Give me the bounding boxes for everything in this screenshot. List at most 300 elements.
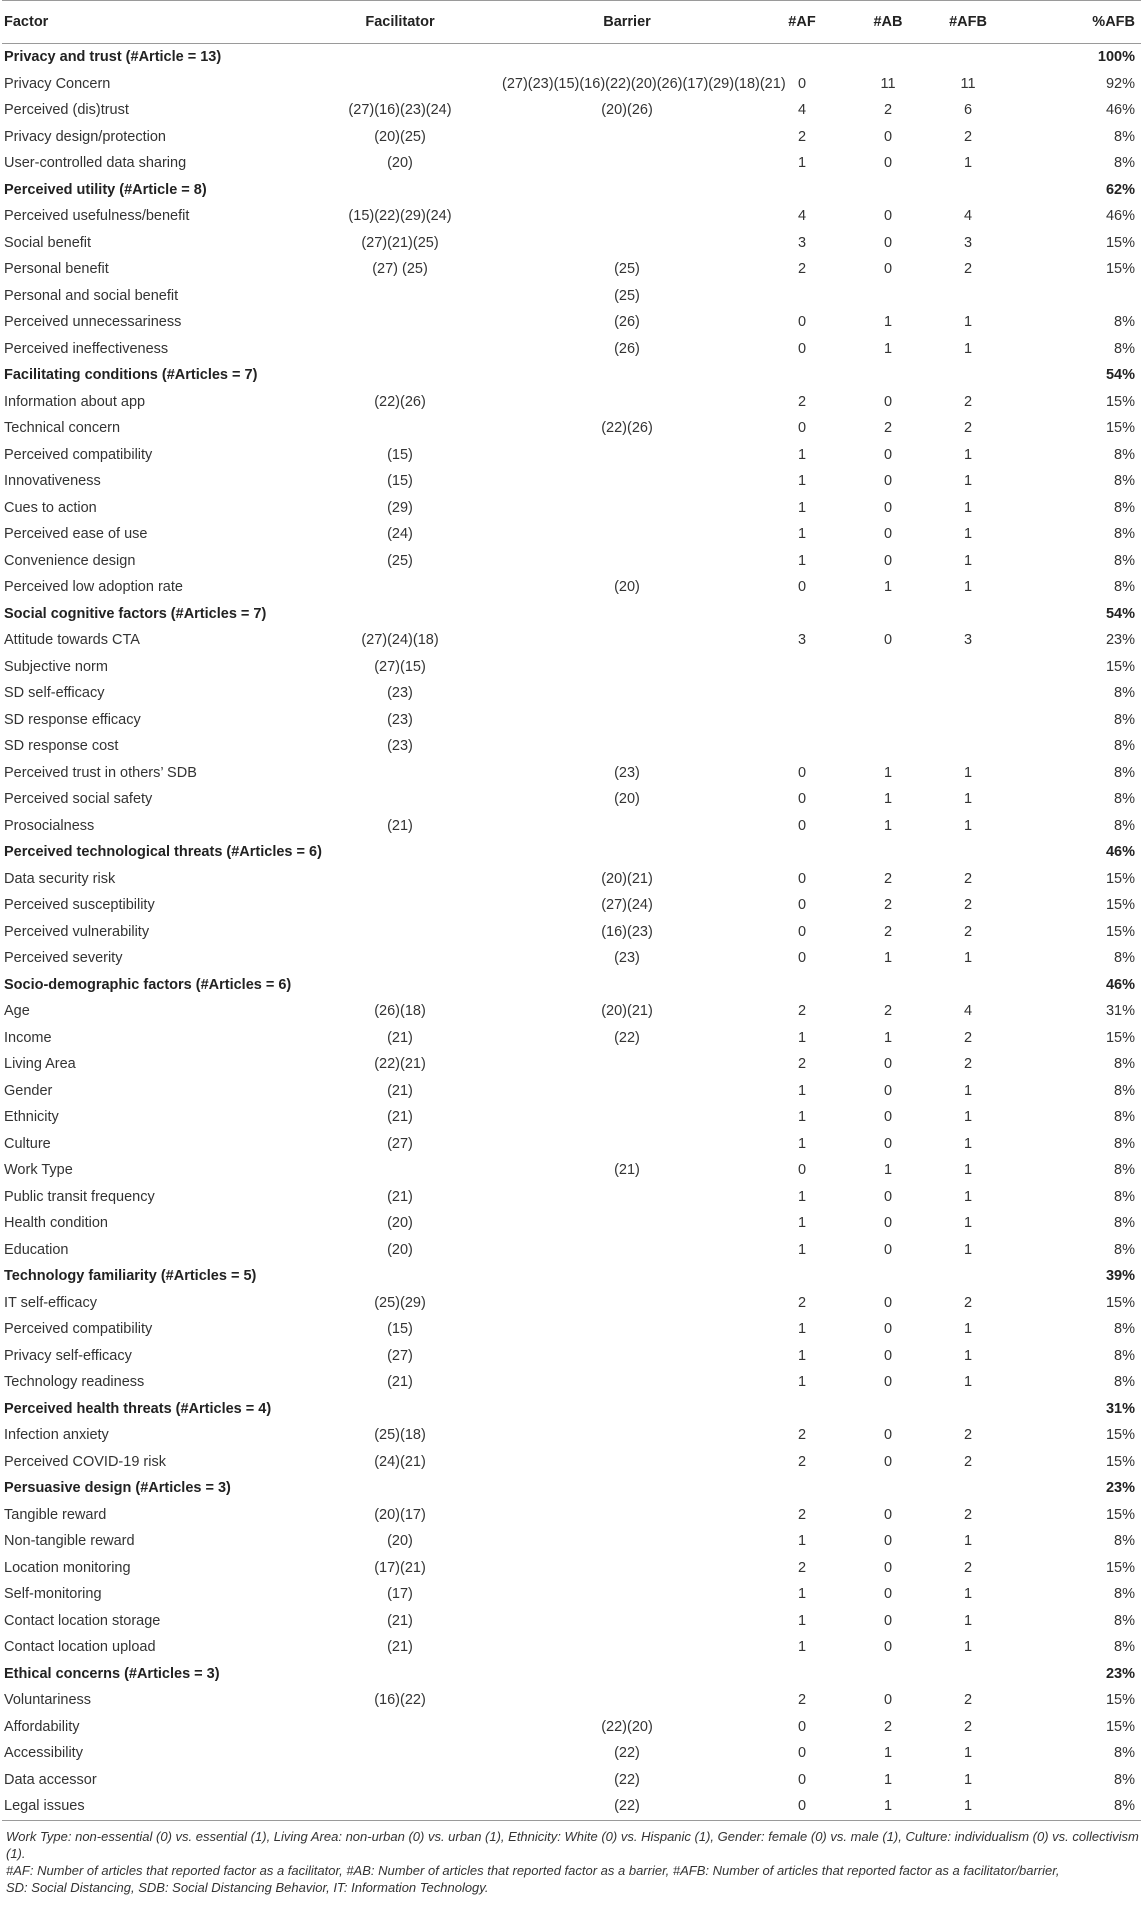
cell-barrier xyxy=(500,654,754,681)
cell-af: 1 xyxy=(797,1082,807,1099)
cell-ab: 0 xyxy=(883,1559,893,1576)
table-row xyxy=(2,1422,1141,1449)
table-row xyxy=(2,415,1141,442)
cell-ab: 1 xyxy=(883,950,893,967)
cell-facilitator: (21) xyxy=(387,1374,413,1391)
cell-ab: 2 xyxy=(883,102,893,119)
cell-barrier: (20)(21) xyxy=(601,870,653,887)
table-row xyxy=(2,1581,1141,1608)
cell-af xyxy=(754,972,850,999)
cell-barrier: (25) xyxy=(614,287,640,304)
table-row xyxy=(2,548,1141,575)
cell-pct-afb: 15% xyxy=(1105,1294,1135,1311)
cell-barrier xyxy=(500,1581,754,1608)
cell-afb: 2 xyxy=(963,1692,973,1709)
cell-factor: Personal benefit xyxy=(4,261,109,278)
cell-barrier: (22) xyxy=(614,1771,640,1788)
table-row xyxy=(2,1131,1141,1158)
cell-pct-afb: 8% xyxy=(1114,1162,1135,1179)
cell-barrier: (20) xyxy=(614,791,640,808)
cell-pct-afb: 15% xyxy=(1105,658,1135,675)
cell-pct-afb: 31% xyxy=(1105,1003,1135,1020)
cell-af: 2 xyxy=(797,1506,807,1523)
cell-ab xyxy=(850,733,926,760)
table-row xyxy=(2,71,1141,98)
cell-factor: Subjective norm xyxy=(4,658,108,675)
cell-afb: 1 xyxy=(963,1347,973,1364)
cell-facilitator: (27) xyxy=(387,1347,413,1364)
table-row xyxy=(2,1237,1141,1264)
cell-ab: 11 xyxy=(880,75,896,92)
cell-af: 2 xyxy=(797,1453,807,1470)
cell-facilitator: (27)(24)(18) xyxy=(361,632,439,649)
cell-pct-afb: 46% xyxy=(1105,102,1135,119)
cell-factor: Technology familiarity (#Articles = 5) xyxy=(4,1268,257,1285)
section-row xyxy=(2,362,1141,389)
cell-pct-afb: 46% xyxy=(1105,844,1135,861)
cell-ab: 0 xyxy=(883,1427,893,1444)
cell-ab xyxy=(850,839,926,866)
cell-ab: 0 xyxy=(883,526,893,543)
cell-afb: 1 xyxy=(963,340,973,357)
table-row xyxy=(2,733,1141,760)
cell-facilitator xyxy=(300,574,500,601)
cell-factor: SD response cost xyxy=(4,738,119,755)
cell-barrier xyxy=(500,1184,754,1211)
cell-facilitator: (25) xyxy=(387,552,413,569)
cell-factor: Perceived susceptibility xyxy=(4,897,155,914)
cell-barrier xyxy=(500,1687,754,1714)
cell-pct-afb: 15% xyxy=(1105,1718,1135,1735)
cell-afb: 11 xyxy=(960,75,976,92)
cell-pct-afb: 15% xyxy=(1105,1427,1135,1444)
cell-afb: 2 xyxy=(963,1453,973,1470)
cell-barrier xyxy=(500,521,754,548)
table-row xyxy=(2,256,1141,283)
cell-afb: 2 xyxy=(963,897,973,914)
cell-af xyxy=(754,1396,850,1423)
cell-facilitator xyxy=(300,1767,500,1794)
cell-pct-afb: 8% xyxy=(1114,1771,1135,1788)
cell-afb: 1 xyxy=(963,1215,973,1232)
cell-afb: 1 xyxy=(963,950,973,967)
table-row xyxy=(2,1502,1141,1529)
cell-pct-afb: 8% xyxy=(1114,1533,1135,1550)
cell-facilitator xyxy=(300,786,500,813)
cell-ab: 0 xyxy=(883,499,893,516)
cell-ab xyxy=(850,680,926,707)
cell-ab: 0 xyxy=(883,1135,893,1152)
cell-ab: 1 xyxy=(883,791,893,808)
cell-facilitator xyxy=(300,839,500,866)
table-row xyxy=(2,203,1141,230)
cell-pct-afb: 46% xyxy=(1105,208,1135,225)
cell-afb xyxy=(926,1396,1010,1423)
section-row xyxy=(2,1396,1141,1423)
cell-afb: 2 xyxy=(963,1718,973,1735)
cell-factor: Perceived (dis)trust xyxy=(4,102,129,119)
cell-factor: Data accessor xyxy=(4,1771,97,1788)
cell-ab: 2 xyxy=(883,420,893,437)
cell-pct-afb: 8% xyxy=(1114,1082,1135,1099)
cell-factor: Perceived compatibility xyxy=(4,446,153,463)
table-row xyxy=(2,813,1141,840)
cell-facilitator: (25)(29) xyxy=(374,1294,426,1311)
cell-afb xyxy=(926,733,1010,760)
table-row xyxy=(2,892,1141,919)
cell-facilitator: (21) xyxy=(387,1082,413,1099)
cell-factor: Perceived COVID-19 risk xyxy=(4,1453,166,1470)
cell-afb: 1 xyxy=(963,1188,973,1205)
cell-barrier: (26) xyxy=(614,340,640,357)
cell-afb xyxy=(926,1475,1010,1502)
cell-af: 1 xyxy=(797,1533,807,1550)
cell-facilitator xyxy=(300,866,500,893)
cell-af xyxy=(754,654,850,681)
cell-af: 1 xyxy=(797,499,807,516)
table-body xyxy=(2,44,1141,1821)
cell-afb: 2 xyxy=(963,261,973,278)
cell-afb xyxy=(926,1263,1010,1290)
table-row xyxy=(2,627,1141,654)
cell-pct-afb: 8% xyxy=(1114,499,1135,516)
cell-pct-afb: 8% xyxy=(1114,128,1135,145)
table-row xyxy=(2,1078,1141,1105)
table-row xyxy=(2,1157,1141,1184)
table-row xyxy=(2,1104,1141,1131)
cell-factor: Non-tangible reward xyxy=(4,1533,135,1550)
cell-af: 2 xyxy=(797,1692,807,1709)
cell-barrier xyxy=(500,1237,754,1264)
cell-afb: 1 xyxy=(963,1109,973,1126)
cell-af: 1 xyxy=(797,1586,807,1603)
cell-facilitator: (27)(16)(23)(24) xyxy=(348,102,452,119)
table-row xyxy=(2,1025,1141,1052)
cell-barrier: (26) xyxy=(614,314,640,331)
cell-pct-afb: 8% xyxy=(1114,791,1135,808)
cell-factor: Perceived ease of use xyxy=(4,526,148,543)
cell-factor: Perceived trust in others’ SDB xyxy=(4,764,197,781)
table-row xyxy=(2,1555,1141,1582)
cell-facilitator xyxy=(300,1793,500,1820)
cell-ab: 0 xyxy=(883,1347,893,1364)
cell-afb: 1 xyxy=(963,1135,973,1152)
cell-ab: 0 xyxy=(883,1374,893,1391)
cell-facilitator xyxy=(300,336,500,363)
cell-afb: 1 xyxy=(963,552,973,569)
table-row xyxy=(2,574,1141,601)
table-row xyxy=(2,1740,1141,1767)
header-facilitator: Facilitator xyxy=(300,1,500,44)
cell-facilitator: (21) xyxy=(387,817,413,834)
cell-af: 0 xyxy=(797,791,807,808)
table-row xyxy=(2,1634,1141,1661)
cell-factor: Cues to action xyxy=(4,499,97,516)
cell-afb xyxy=(926,707,1010,734)
cell-af: 1 xyxy=(797,1109,807,1126)
cell-facilitator xyxy=(300,1740,500,1767)
cell-factor: Perceived compatibility xyxy=(4,1321,153,1338)
cell-pct-afb: 46% xyxy=(1105,976,1135,993)
cell-facilitator: (21) xyxy=(387,1029,413,1046)
cell-af: 2 xyxy=(797,261,807,278)
cell-ab: 1 xyxy=(883,1745,893,1762)
table-row xyxy=(2,680,1141,707)
cell-af: 1 xyxy=(797,552,807,569)
cell-afb: 1 xyxy=(963,1082,973,1099)
section-row xyxy=(2,1475,1141,1502)
table-row xyxy=(2,150,1141,177)
cell-facilitator: (20) xyxy=(387,155,413,172)
cell-af: 0 xyxy=(797,817,807,834)
cell-afb: 1 xyxy=(926,1793,1010,1820)
cell-ab xyxy=(850,654,926,681)
table-row xyxy=(2,1449,1141,1476)
cell-pct-afb: 8% xyxy=(1114,1241,1135,1258)
cell-ab: 0 xyxy=(883,1294,893,1311)
cell-af: 2 xyxy=(797,1427,807,1444)
cell-af: 2 xyxy=(797,1056,807,1073)
cell-barrier: (22)(26) xyxy=(601,420,653,437)
cell-barrier xyxy=(500,1661,754,1688)
cell-facilitator: (20)(17) xyxy=(374,1506,426,1523)
cell-barrier xyxy=(500,1502,754,1529)
table-row xyxy=(2,1687,1141,1714)
cell-af: 2 xyxy=(797,128,807,145)
cell-afb: 1 xyxy=(963,1321,973,1338)
cell-factor: Technology readiness xyxy=(4,1374,145,1391)
cell-af: 1 xyxy=(797,1215,807,1232)
table-row xyxy=(2,1343,1141,1370)
cell-factor: Perceived vulnerability xyxy=(4,923,150,940)
cell-factor: Technical concern xyxy=(4,420,121,437)
cell-factor: Living Area xyxy=(4,1056,76,1073)
cell-ab: 2 xyxy=(883,897,893,914)
cell-af xyxy=(754,283,850,310)
cell-pct-afb: 15% xyxy=(1105,1029,1135,1046)
cell-ab xyxy=(850,283,926,310)
cell-factor: IT self-efficacy xyxy=(4,1294,97,1311)
cell-ab xyxy=(850,601,926,628)
cell-barrier xyxy=(500,1078,754,1105)
table-row xyxy=(2,1210,1141,1237)
cell-barrier xyxy=(500,839,754,866)
cell-factor: Privacy self-efficacy xyxy=(4,1347,132,1364)
cell-barrier xyxy=(500,1343,754,1370)
cell-af: 3 xyxy=(797,632,807,649)
section-row xyxy=(2,839,1141,866)
cell-ab: 0 xyxy=(883,632,893,649)
cell-pct-afb: 8% xyxy=(1114,1639,1135,1656)
cell-pct-afb: 54% xyxy=(1105,367,1135,384)
cell-pct-afb: 15% xyxy=(1105,1453,1135,1470)
cell-factor: Perceived unnecessariness xyxy=(4,314,182,331)
cell-pct-afb: 8% xyxy=(1114,711,1135,728)
cell-ab: 1 xyxy=(883,764,893,781)
cell-afb: 4 xyxy=(963,1003,973,1020)
cell-ab: 1 xyxy=(883,314,893,331)
cell-afb: 1 xyxy=(963,1586,973,1603)
cell-af: 4 xyxy=(797,102,807,119)
cell-pct-afb: 8% xyxy=(1114,1109,1135,1126)
cell-afb xyxy=(926,44,1010,71)
cell-pct-afb: 8% xyxy=(1114,1215,1135,1232)
cell-facilitator xyxy=(300,945,500,972)
cell-pct-afb: 23% xyxy=(1105,632,1135,649)
cell-facilitator: (26)(18) xyxy=(374,1003,426,1020)
cell-barrier xyxy=(500,972,754,999)
cell-af: 2 xyxy=(797,393,807,410)
cell-pct-afb: 8% xyxy=(1114,1135,1135,1152)
cell-ab: 1 xyxy=(883,1162,893,1179)
cell-pct-afb: 8% xyxy=(1114,685,1135,702)
cell-barrier xyxy=(500,1263,754,1290)
table-row xyxy=(2,336,1141,363)
cell-factor: Contact location storage xyxy=(4,1612,161,1629)
cell-facilitator xyxy=(300,972,500,999)
cell-af: 2 xyxy=(797,1294,807,1311)
cell-af: 1 xyxy=(797,155,807,172)
cell-barrier: (20)(26) xyxy=(601,102,653,119)
cell-afb: 2 xyxy=(963,1294,973,1311)
cell-afb: 1 xyxy=(963,1745,973,1762)
cell-barrier xyxy=(500,1210,754,1237)
cell-facilitator: (27) xyxy=(387,1135,413,1152)
cell-ab: 0 xyxy=(883,1056,893,1073)
cell-factor: Perceived technological threats (#Articles = 6) xyxy=(4,844,322,861)
cell-afb: 1 xyxy=(963,1374,973,1391)
cell-ab: 0 xyxy=(883,1241,893,1258)
cell-facilitator xyxy=(300,177,500,204)
cell-facilitator: (17)(21) xyxy=(374,1559,426,1576)
cell-barrier xyxy=(500,1449,754,1476)
cell-ab: 1 xyxy=(883,340,893,357)
cell-barrier: (23) xyxy=(614,950,640,967)
cell-ab xyxy=(850,972,926,999)
cell-facilitator: (23) xyxy=(387,685,413,702)
cell-barrier: (20)(21) xyxy=(601,1003,653,1020)
cell-factor: Data security risk xyxy=(4,870,116,887)
cell-afb: 2 xyxy=(963,1427,973,1444)
cell-factor: SD self-efficacy xyxy=(4,685,105,702)
cell-facilitator: (20)(25) xyxy=(374,128,426,145)
cell-factor: Socio-demographic factors (#Articles = 6) xyxy=(4,976,292,993)
cell-barrier: (21) xyxy=(614,1162,640,1179)
cell-ab: 0 xyxy=(883,1586,893,1603)
cell-ab: 1 xyxy=(883,1771,893,1788)
footnote-abbreviations: SD: Social Distancing, SDB: Social Distancing Behavior, IT: Information Technology. xyxy=(6,1879,489,1895)
section-row xyxy=(2,1263,1141,1290)
cell-ab xyxy=(850,44,926,71)
cell-factor: Perceived health threats (#Articles = 4) xyxy=(4,1400,272,1417)
cell-barrier xyxy=(500,1555,754,1582)
cell-af: 0 xyxy=(797,1745,807,1762)
cell-barrier xyxy=(500,1290,754,1317)
cell-ab: 0 xyxy=(883,1215,893,1232)
cell-facilitator xyxy=(300,919,500,946)
cell-pct-afb: 23% xyxy=(1105,1480,1135,1497)
cell-ab: 0 xyxy=(883,1639,893,1656)
cell-factor: Perceived ineffectiveness xyxy=(4,340,169,357)
cell-ab: 0 xyxy=(883,1321,893,1338)
cell-afb: 1 xyxy=(963,314,973,331)
cell-factor: Prosocialness xyxy=(4,817,95,834)
cell-ab: 0 xyxy=(883,1109,893,1126)
table-row xyxy=(2,1316,1141,1343)
cell-factor: Personal and social benefit xyxy=(4,287,179,304)
cell-factor: Perceived low adoption rate xyxy=(4,579,183,596)
cell-facilitator: (15) xyxy=(387,1321,413,1338)
cell-factor: Persuasive design (#Articles = 3) xyxy=(4,1480,231,1497)
cell-afb xyxy=(926,1661,1010,1688)
cell-factor: Perceived severity xyxy=(4,950,123,967)
cell-facilitator xyxy=(300,1661,500,1688)
cell-pct-afb: 8% xyxy=(1114,526,1135,543)
cell-af xyxy=(754,601,850,628)
table-row xyxy=(2,468,1141,495)
cell-facilitator: (23) xyxy=(387,738,413,755)
cell-pct-afb: 8% xyxy=(1114,552,1135,569)
cell-factor: Ethnicity xyxy=(4,1109,59,1126)
cell-ab: 0 xyxy=(883,473,893,490)
cell-barrier: (20) xyxy=(614,579,640,596)
cell-pct-afb: 15% xyxy=(1105,261,1135,278)
cell-barrier xyxy=(500,601,754,628)
cell-barrier xyxy=(500,1475,754,1502)
cell-afb xyxy=(926,362,1010,389)
cell-factor: Privacy Concern xyxy=(4,75,111,92)
cell-pct-afb: 15% xyxy=(1105,234,1135,251)
cell-af: 1 xyxy=(797,473,807,490)
table-row xyxy=(2,1714,1141,1741)
cell-facilitator: (15) xyxy=(387,446,413,463)
cell-afb: 1 xyxy=(963,1771,973,1788)
cell-afb xyxy=(926,283,1010,310)
cell-afb xyxy=(926,601,1010,628)
cell-factor: Attitude towards CTA xyxy=(4,632,140,649)
cell-facilitator xyxy=(300,892,500,919)
cell-pct-afb: 8% xyxy=(1114,1321,1135,1338)
cell-pct-afb: 8% xyxy=(1114,1374,1135,1391)
cell-ab: 1 xyxy=(850,1793,926,1820)
cell-ab: 1 xyxy=(883,1029,893,1046)
cell-afb: 1 xyxy=(963,817,973,834)
cell-afb: 4 xyxy=(963,208,973,225)
cell-pct-afb: 8% xyxy=(1114,155,1135,172)
section-row xyxy=(2,1661,1141,1688)
table-row xyxy=(2,1290,1141,1317)
section-row xyxy=(2,972,1141,999)
cell-pct-afb: 31% xyxy=(1105,1400,1135,1417)
cell-af: 1 xyxy=(797,446,807,463)
cell-afb: 2 xyxy=(963,1559,973,1576)
cell-factor: Perceived utility (#Article = 8) xyxy=(4,181,207,198)
cell-afb xyxy=(926,680,1010,707)
cell-barrier: (16)(23) xyxy=(601,923,653,940)
table-row xyxy=(2,1767,1141,1794)
cell-factor: Location monitoring xyxy=(4,1559,131,1576)
cell-barrier xyxy=(500,1369,754,1396)
cell-pct-afb: 8% xyxy=(1114,473,1135,490)
cell-af: 1 xyxy=(797,1347,807,1364)
cell-af: 0 xyxy=(797,314,807,331)
cell-afb: 2 xyxy=(963,870,973,887)
cell-af: 0 xyxy=(797,1162,807,1179)
cell-barrier xyxy=(500,1396,754,1423)
cell-ab: 0 xyxy=(883,1612,893,1629)
cell-pct-afb: 8% xyxy=(1114,340,1135,357)
cell-facilitator: (22)(26) xyxy=(374,393,426,410)
